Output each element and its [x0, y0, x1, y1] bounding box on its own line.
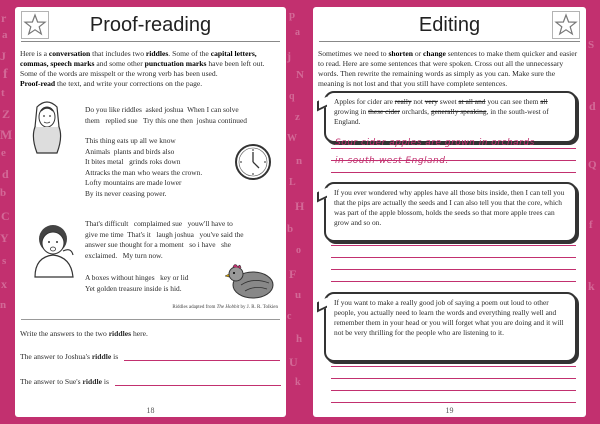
example-answer-line-2: in south-west England.	[335, 156, 449, 166]
page-number: 18	[146, 406, 155, 415]
answer-joshua-row: The answer to Joshua's riddle is	[20, 352, 280, 361]
answer-lines-2[interactable]	[331, 234, 576, 282]
background-letter: M	[0, 127, 13, 142]
background-letter: q	[289, 91, 295, 102]
riddle-one: This thing eats up all we know Animals plants and birds also It bites metal grinds roks down Attracks the man who wears the crown. Lofty mountains are made lower By its never ceasing power.	[85, 136, 203, 198]
answer-sue-row: The answer to Sue's riddle is	[20, 377, 281, 386]
page-title: Proof-reading	[89, 14, 212, 36]
riddle-two: A boxes without hinges key or lid Yet golden treasure inside is hid.	[85, 273, 189, 293]
title-divider	[21, 41, 280, 42]
background-letter: H	[295, 199, 305, 213]
write-prompt: Write the answers to the two riddles here.	[20, 329, 148, 338]
clock-icon	[233, 142, 273, 187]
background-letter: c	[287, 311, 292, 322]
background-letter: W	[287, 133, 297, 144]
background-letter: J	[0, 49, 6, 63]
dialogue-low: That's difficult complaimed sue youw'll have to give me time That's it laugh joshua you've said the answer sue thought for a moment so i have she exclaimed. My turn now.	[85, 219, 244, 260]
background-letter: p	[289, 9, 296, 21]
background-letter: u	[295, 289, 302, 301]
answer-sue-line[interactable]	[115, 384, 281, 386]
background-letter: b	[287, 223, 294, 235]
answer-lines-3[interactable]	[331, 355, 576, 403]
speech-bubble-2: If you ever wondered why apples have all those bits inside, then I can tell you that the pips are actually the seeds and I can also tell you that the core, which was part of the apple blossom, holds the seeds so that more apple trees can grow and so on.	[324, 182, 577, 242]
background-letter: z	[295, 111, 300, 123]
answer-joshua-line[interactable]	[124, 359, 280, 361]
boy-illustration	[29, 221, 81, 284]
background-letter: k	[295, 377, 301, 388]
background-letter: k	[588, 279, 595, 293]
hen-illustration	[225, 259, 277, 306]
background-letter: j	[287, 49, 291, 63]
background-letter: h	[296, 333, 303, 345]
instructions: Sometimes we need to shorten or change sentences to make them quicker and easier to read. Here are some sentences that were spoken. Cross out all the unnecessary words. Then rewrite the remaining words as simply as you can. Make sure the meaning is not lost and that you still have complete sentences.	[318, 49, 578, 89]
background-letter: f	[3, 67, 8, 82]
background-letter: d	[2, 167, 9, 181]
background-letter: f	[589, 219, 593, 231]
title-divider	[319, 41, 580, 42]
background-letter: a	[2, 29, 8, 41]
page-title: Editing	[418, 14, 481, 36]
background-letter: o	[296, 245, 301, 256]
background-letter: C	[1, 209, 10, 223]
background-letter: t	[1, 87, 5, 99]
background-letter: r	[1, 11, 7, 25]
background-letter: F	[289, 267, 297, 281]
section-divider	[21, 319, 280, 320]
background-letter: S	[588, 39, 595, 51]
background-letter: x	[1, 277, 7, 291]
background-letter: n	[0, 299, 7, 311]
page-number: 19	[445, 406, 454, 415]
girl-illustration	[23, 97, 71, 160]
background-letter: d	[589, 99, 596, 113]
background-letter: n	[296, 155, 303, 167]
dialogue-top: Do you like riddles asked joshua When I can solve them replied sue Try this one then joshua continued	[85, 105, 247, 125]
example-answer-line-1: Sour cider apples are grown in orchards	[335, 138, 535, 148]
speech-bubble-1: Apples for cider are really not very sweet at all and you can see them all growing in these cider orchards, generally speaking, in the south-west of England.	[324, 91, 577, 143]
background-letter: N	[296, 69, 304, 81]
background-letter: a	[295, 27, 300, 38]
background-letter: b	[0, 187, 7, 199]
background-letter: Q	[588, 159, 597, 171]
background-letter: U	[289, 355, 298, 369]
background-letter: e	[1, 147, 6, 159]
riddle-credit: Riddles adapted from The Hobbit by J. R. R. Tolkien	[172, 305, 278, 310]
background-letter: Y	[0, 231, 9, 245]
speech-bubble-3: If you want to make a really good job of saying a poem out loud to other people, you actually need to learn the words and everything really well and remember them in your head or you will forget what you are doing and it will not be very thrilling for the people who are listening to it.	[324, 292, 577, 362]
background-letter: Z	[2, 107, 11, 121]
instructions: Here is a conversation that includes two riddles. Some of the capital letters, commas, speech marks and some other punctuation marks have been left out. Some of the words are misspelt or the wrong verb has been used. Proof-read the text, and write your corrections on the page.	[20, 49, 265, 89]
left-page	[15, 7, 286, 417]
right-page	[313, 7, 586, 417]
background-letter: s	[2, 255, 7, 267]
background-letter: L	[289, 177, 296, 188]
